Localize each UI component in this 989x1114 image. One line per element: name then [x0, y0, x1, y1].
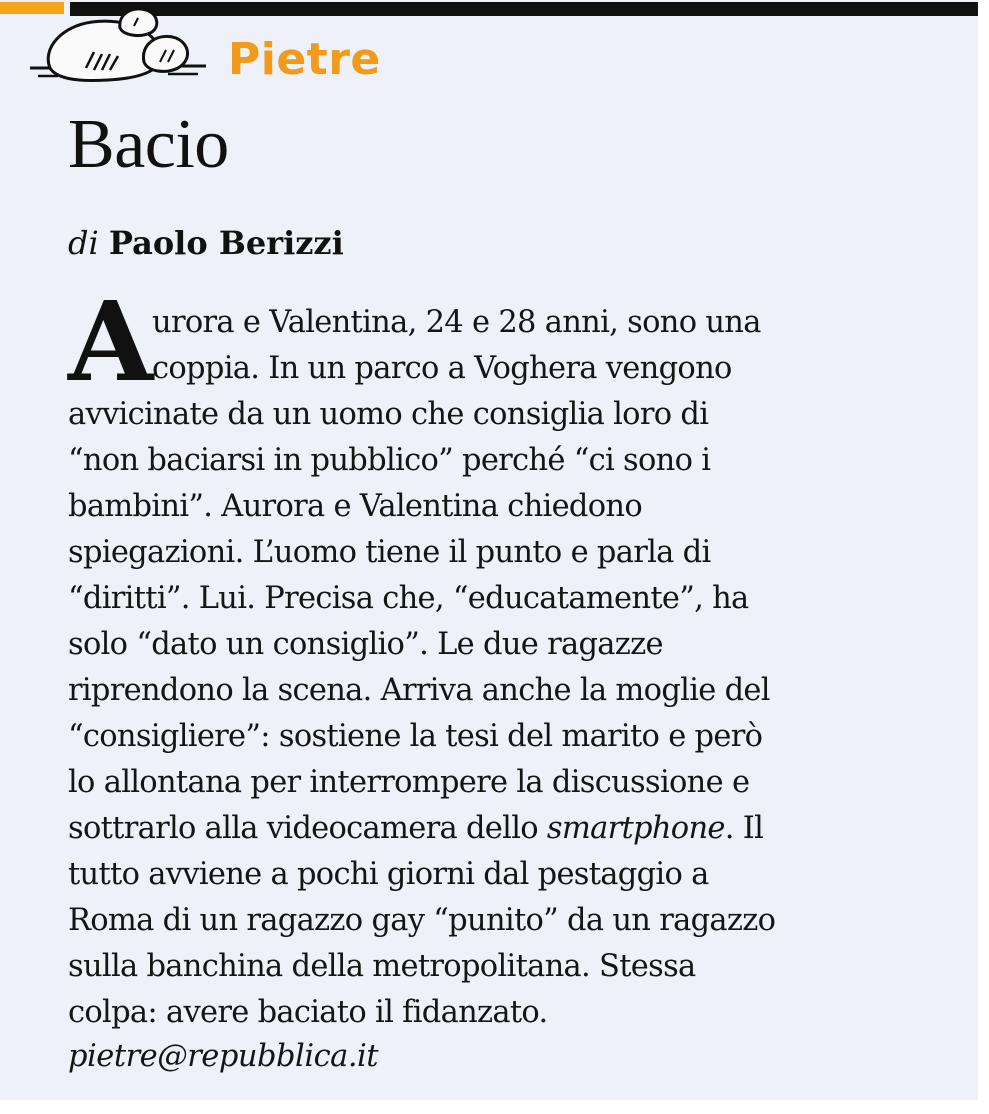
section-title: Pietre [228, 34, 381, 85]
body-line: sulla banchina della metropolitana. Stessa [68, 949, 696, 984]
article-body [68, 300, 954, 1036]
italic-term: smartphone [546, 811, 725, 846]
body-line: Roma di un ragazzo gay “punito” da un ragazzo [68, 903, 776, 938]
byline [68, 222, 344, 264]
body-line: spiegazioni. L’uomo tiene il punto e parla di [68, 535, 711, 570]
body-line: riprendono la scena. Arriva anche la moglie del [68, 673, 770, 708]
body-text: sottrarlo alla videocamera dello [68, 811, 547, 846]
body-text: . Il [724, 811, 764, 846]
body-line: bambini”. Aurora e Valentina chiedono [68, 489, 643, 524]
body-line: urora e Valentina, 24 e 28 anni, sono una [152, 305, 761, 340]
body-line [68, 806, 954, 852]
body-line: “consigliere”: sostiene la tesi del marito e però [68, 719, 763, 754]
body-line: “diritti”. Lui. Precisa che, “educatamente”, ha [68, 581, 749, 616]
body-line: lo allontana per interrompere la discussione e [68, 765, 750, 800]
stones-logo-icon [28, 4, 210, 86]
body-line: coppia. In un parco a Voghera vengono [152, 351, 732, 386]
author-name: Paolo Berizzi [108, 224, 344, 262]
byline-prefix: di [68, 224, 99, 262]
body-line: avvicinate da un uomo che consiglia loro di [68, 397, 709, 432]
body-line: colpa: avere baciato il fidanzato. [68, 995, 548, 1030]
drop-cap: A [68, 277, 154, 406]
body-line: solo “dato un consiglio”. Le due ragazze [68, 627, 663, 662]
headline: Bacio [68, 106, 229, 183]
page-edge [978, 0, 989, 1114]
contact-email-link[interactable]: pietre@repubblica.it [68, 1039, 379, 1074]
body-line: “non baciarsi in pubblico” perché “ci sono i [68, 443, 711, 478]
body-line: tutto avviene a pochi giorni dal pestaggio a [68, 857, 709, 892]
